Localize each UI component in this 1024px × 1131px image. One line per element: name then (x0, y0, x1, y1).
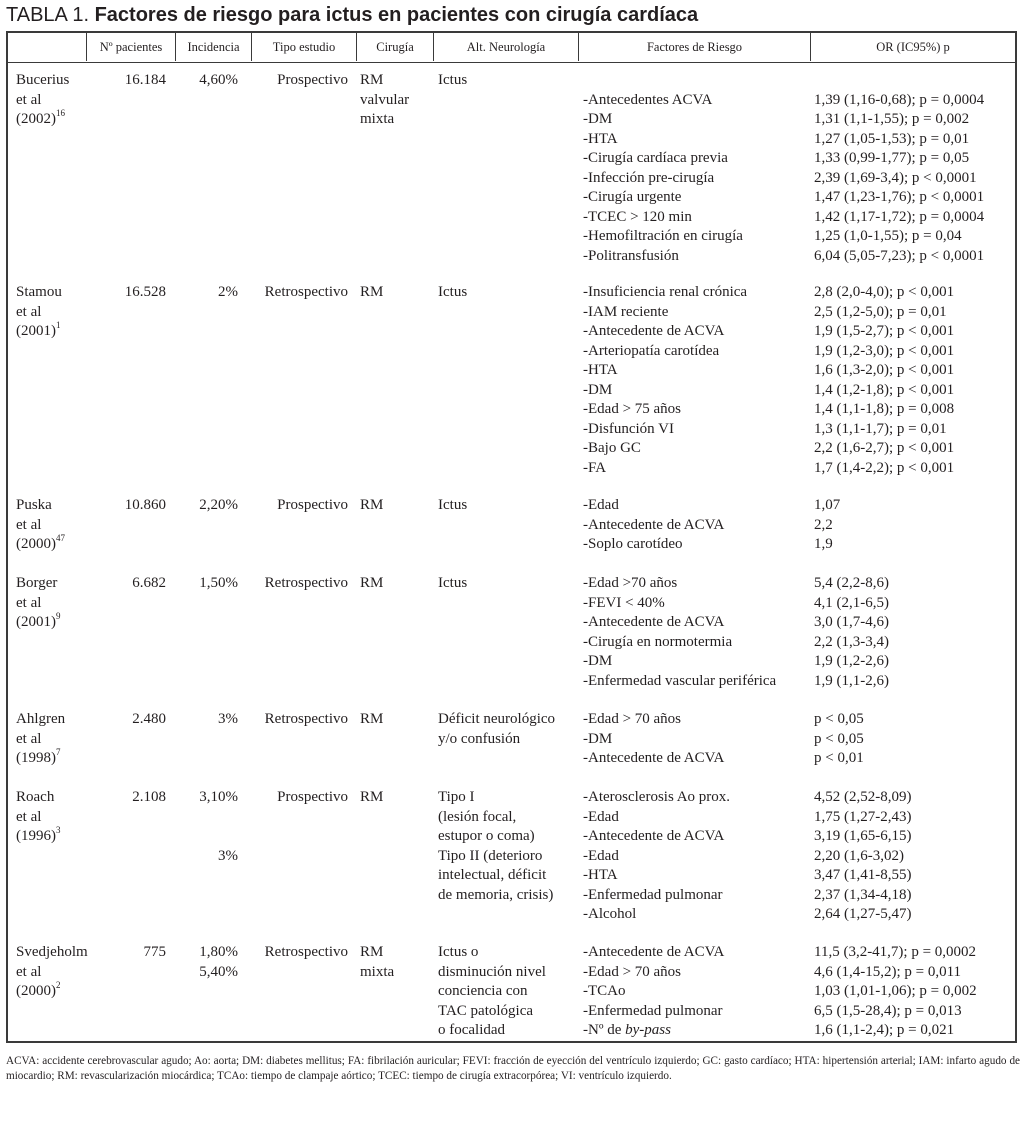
column-header-neurology: Alt. Neurología (434, 33, 579, 61)
study-author: Bucerius (16, 72, 70, 88)
odds-ratio: 1,03 (1,01-1,06); p = 0,002 (814, 983, 977, 999)
surgery-type: valvular (360, 91, 410, 108)
odds-ratio: 3,47 (1,41-8,55) (814, 867, 912, 883)
patients-count: 10.860 (124, 497, 166, 513)
study-author: Roach (16, 789, 55, 805)
neurologic-alteration: y/o confusión (438, 730, 521, 747)
risk-factor: -Hemofiltración en cirugía (583, 228, 743, 244)
odds-ratio: 1,42 (1,17-1,72); p = 0,0004 (814, 208, 985, 225)
odds-ratio: 4,1 (2,1-6,5) (814, 594, 889, 611)
odds-ratio: 1,07 (814, 497, 841, 513)
risk-factor: -FA (583, 459, 607, 476)
column-header-surgery: Cirugía (357, 33, 434, 61)
neurologic-alteration: Tipo I (438, 789, 475, 805)
risk-factor: -DM (583, 381, 613, 398)
neurologic-alteration: (lesión focal, (438, 808, 517, 825)
odds-ratio: 1,4 (1,1-1,8); p = 0,008 (814, 401, 955, 417)
risk-factor: -IAM reciente (583, 303, 669, 320)
risk-factor: -Edad >70 años (583, 575, 678, 591)
risk-factor: -Antecedentes ACVA (583, 91, 713, 108)
study-author: et al (16, 730, 42, 747)
risk-factor: -Antecedente de ACVA (583, 944, 725, 960)
odds-ratio: 1,47 (1,23-1,76); p < 0,0001 (814, 189, 985, 205)
odds-ratio: 2,2 (1,6-2,7); p < 0,001 (814, 440, 955, 456)
study-author: $(2000)^2$ (16, 980, 61, 999)
odds-ratio: 1,39 (1,16-0,68); p = 0,0004 (814, 91, 985, 108)
incidence-value: 1,80% (199, 944, 238, 960)
risk-factor: -Alcohol (583, 906, 637, 922)
surgery-type: RM (360, 72, 384, 88)
odds-ratio: 2,2 (1,3-3,4) (814, 633, 889, 650)
incidence-value: 3% (218, 711, 238, 727)
risk-factor: -Insuficiencia renal crónica (583, 284, 748, 300)
neurologic-alteration: TAC patológica (438, 1002, 534, 1019)
odds-ratio: 3,19 (1,65-6,15) (814, 828, 912, 844)
study-author: et al (16, 303, 42, 320)
column-header-risk-factors: Factores de Riesgo (579, 33, 811, 61)
risk-factor: -Antecedente de ACVA (583, 323, 725, 339)
neurologic-alteration: o focalidad (438, 1022, 506, 1038)
odds-ratio: p < 0,05 (814, 711, 864, 727)
odds-ratio: 1,9 (1,1-2,6) (814, 672, 889, 689)
study-type: Prospectivo (277, 497, 348, 513)
surgery-type: RM (360, 575, 384, 591)
odds-ratio: 1,33 (0,99-1,77); p = 0,05 (814, 150, 970, 166)
study-type: Prospectivo (277, 789, 348, 805)
odds-ratio: 2,64 (1,27-5,47) (814, 906, 912, 922)
odds-ratio: 1,9 (1,5-2,7); p < 0,001 (814, 323, 955, 339)
risk-factor: -Soplo carotídeo (583, 536, 683, 552)
neurologic-alteration: Ictus (438, 284, 468, 300)
study-type: Retrospectivo (264, 575, 348, 591)
odds-ratio: p < 0,05 (814, 730, 864, 747)
study-author: et al (16, 594, 42, 611)
risk-factor: -HTA (583, 867, 618, 883)
neurologic-alteration: Déficit neurológico (438, 711, 556, 727)
odds-ratio: 1,3 (1,1-1,7); p = 0,01 (814, 420, 947, 437)
patients-count: 6.682 (132, 575, 166, 591)
study-author: $(1998)^7$ (16, 747, 61, 766)
odds-ratio: 1,9 (814, 536, 833, 552)
risk-factor: -TCAo (583, 983, 626, 999)
column-header-patients: Nº pacientes (87, 33, 176, 61)
study-author: $(2002)^{16}$ (16, 108, 65, 127)
odds-ratio: 2,8 (2,0-4,0); p < 0,001 (814, 284, 955, 300)
neurologic-alteration: intelectual, déficit (438, 867, 547, 883)
odds-ratio: 2,2 (814, 516, 833, 533)
risk-factor: -TCEC > 120 min (583, 208, 692, 225)
study-author: $(2001)^9$ (16, 611, 61, 630)
incidence-value: 3,10% (199, 789, 238, 805)
risk-factor: -Nº de by-pass (583, 1022, 671, 1038)
reference-number: 7 (56, 747, 61, 757)
odds-ratio: 1,4 (1,2-1,8); p < 0,001 (814, 381, 955, 398)
odds-ratio: 1,6 (1,3-2,0); p < 0,001 (814, 362, 955, 378)
risk-factor: -Edad > 70 años (583, 711, 682, 727)
odds-ratio: 1,9 (1,2-3,0); p < 0,001 (814, 342, 955, 359)
risk-factor: -Edad (583, 808, 619, 825)
surgery-type: mixta (360, 111, 395, 127)
odds-ratio: 6,5 (1,5-28,4); p = 0,013 (814, 1002, 962, 1019)
table-title (6, 3, 698, 27)
study-author: $(1996)^3$ (16, 825, 61, 844)
risk-factor: -Edad > 70 años (583, 963, 682, 980)
column-header-study-type: Tipo estudio (252, 33, 357, 61)
risk-factor: -DM (583, 111, 613, 127)
column-header-incidence: Incidencia (176, 33, 252, 61)
odds-ratio: 1,31 (1,1-1,55); p = 0,002 (814, 111, 970, 127)
study-type: Retrospectivo (264, 711, 348, 727)
risk-factor: -Politransfusión (583, 247, 679, 264)
incidence-value: 1,50% (199, 575, 238, 591)
table-footnote: ACVA: accidente cerebrovascular agudo; Ao: aorta; DM: diabetes mellitus; FA: fibrilación auricular; FEVI: fracción de eyección del ventrículo izquierdo; GC: gasto cardíaco; HTA: hipertensión arterial; IAM: infarto agudo de miocardio; RM: revascularización miocárdica; TCAo: tiempo de clampaje aórtico; TCEC: tiempo de cirugía extracorpórea; VI: ventrículo izquierdo. (6, 1055, 1020, 1082)
odds-ratio: 1,25 (1,0-1,55); p = 0,04 (814, 228, 962, 244)
odds-ratio: 3,0 (1,7-4,6) (814, 614, 889, 630)
neurologic-alteration: Ictus (438, 497, 468, 513)
surgery-type: RM (360, 284, 384, 300)
column-header-or: OR (IC95%) p (876, 40, 950, 54)
risk-factor: -Enfermedad pulmonar (583, 1002, 723, 1019)
incidence-value: 2,20% (199, 497, 238, 513)
risk-factor: -Enfermedad vascular periférica (583, 672, 777, 689)
risk-factor: -DM (583, 730, 613, 747)
reference-number: 9 (56, 611, 61, 621)
table-title-prefix: TABLA 1. (6, 4, 90, 26)
study-author: Puska (16, 497, 52, 513)
study-author: Stamou (16, 284, 62, 300)
study-author: et al (16, 516, 42, 533)
surgery-type: RM (360, 789, 384, 805)
table-header-row (8, 33, 1015, 63)
risk-factors-table (6, 31, 1017, 1043)
odds-ratio: 1,6 (1,1-2,4); p = 0,021 (814, 1022, 955, 1038)
study-author: et al (16, 808, 42, 825)
incidence-value: 3% (218, 847, 238, 864)
risk-factor: -FEVI < 40% (583, 594, 665, 611)
neurologic-alteration: Ictus (438, 72, 468, 88)
odds-ratio: 11,5 (3,2-41,7); p = 0,0002 (814, 944, 977, 960)
neurologic-alteration: Ictus (438, 575, 468, 591)
risk-factor-italic: by-pass (625, 1022, 671, 1038)
odds-ratio: 4,52 (2,52-8,09) (814, 789, 912, 805)
risk-factor: -Bajo GC (583, 440, 641, 456)
patients-count: 16.528 (124, 284, 166, 300)
incidence-value: 4,60% (199, 72, 238, 88)
patients-count: 775 (143, 944, 166, 960)
risk-factor: -Antecedente de ACVA (583, 750, 725, 766)
study-author: Borger (16, 575, 58, 591)
neurologic-alteration: Tipo II (deterioro (438, 847, 543, 864)
risk-factor: -Cirugía en normotermia (583, 633, 733, 650)
study-author: et al (16, 91, 42, 108)
risk-factor: -Arteriopatía carotídea (583, 342, 720, 359)
odds-ratio: 2,5 (1,2-5,0); p = 0,01 (814, 303, 947, 320)
odds-ratio: 6,04 (5,05-7,23); p < 0,0001 (814, 247, 985, 264)
study-author: et al (16, 963, 42, 980)
study-author: Ahlgren (16, 711, 66, 727)
surgery-type: mixta (360, 963, 395, 980)
risk-factor: -Cirugía urgente (583, 189, 682, 205)
reference-number: 3 (56, 825, 61, 835)
table-title-text: Factores de riesgo para ictus en pacientes con cirugía cardíaca (94, 4, 699, 26)
neurologic-alteration: Ictus o (438, 944, 479, 960)
study-author: $(2001)^1$ (16, 320, 61, 339)
incidence-value: 2% (218, 284, 238, 300)
reference-number: 16 (56, 108, 65, 118)
surgery-type: RM (360, 944, 384, 960)
risk-factor: -Antecedente de ACVA (583, 828, 725, 844)
odds-ratio: 2,20 (1,6-3,02) (814, 847, 904, 864)
reference-number: 1 (56, 320, 61, 330)
study-type: Prospectivo (277, 72, 348, 88)
risk-factor: -HTA (583, 130, 618, 147)
risk-factor: -Infección pre-cirugía (583, 169, 715, 186)
risk-factor: -Disfunción VI (583, 420, 674, 437)
study-type: Retrospectivo (264, 944, 348, 960)
study-type: Retrospectivo (264, 284, 348, 300)
patients-count: 2.108 (132, 789, 166, 805)
neurologic-alteration: disminución nivel (438, 963, 546, 980)
odds-ratio: 1,27 (1,05-1,53); p = 0,01 (814, 130, 970, 147)
odds-ratio: 2,39 (1,69-3,4); p < 0,0001 (814, 169, 977, 186)
incidence-value: 5,40% (199, 963, 238, 980)
reference-number: 47 (56, 533, 65, 543)
reference-number: 2 (56, 980, 61, 990)
surgery-type: RM (360, 711, 384, 727)
risk-factor: -DM (583, 653, 613, 669)
odds-ratio: 1,75 (1,27-2,43) (814, 808, 912, 825)
risk-factor: -Edad (583, 497, 619, 513)
odds-ratio: 4,6 (1,4-15,2); p = 0,011 (814, 963, 962, 980)
neurologic-alteration: estupor o coma) (438, 828, 535, 844)
neurologic-alteration: de memoria, crisis) (438, 886, 554, 903)
odds-ratio: 1,7 (1,4-2,2); p < 0,001 (814, 459, 955, 476)
risk-factor: -Aterosclerosis Ao prox. (583, 789, 731, 805)
odds-ratio: 5,4 (2,2-8,6) (814, 575, 889, 591)
study-author: Svedjeholm (16, 944, 88, 960)
study-author: $(2000)^{47}$ (16, 533, 65, 552)
risk-factor: -Enfermedad pulmonar (583, 886, 723, 903)
odds-ratio: 1,9 (1,2-2,6) (814, 653, 889, 669)
odds-ratio: p < 0,01 (814, 750, 864, 766)
odds-ratio: 2,37 (1,34-4,18) (814, 886, 912, 903)
risk-factor: -Edad (583, 847, 619, 864)
patients-count: 16.184 (124, 72, 166, 88)
risk-factor: -Antecedente de ACVA (583, 614, 725, 630)
risk-factor: -Antecedente de ACVA (583, 516, 725, 533)
risk-factor: -HTA (583, 362, 618, 378)
risk-factor: -Edad > 75 años (583, 401, 682, 417)
surgery-type: RM (360, 497, 384, 513)
patients-count: 2.480 (132, 711, 166, 727)
neurologic-alteration: conciencia con (438, 983, 528, 999)
risk-factor: -Cirugía cardíaca previa (583, 150, 728, 166)
column-header-study (8, 33, 87, 61)
